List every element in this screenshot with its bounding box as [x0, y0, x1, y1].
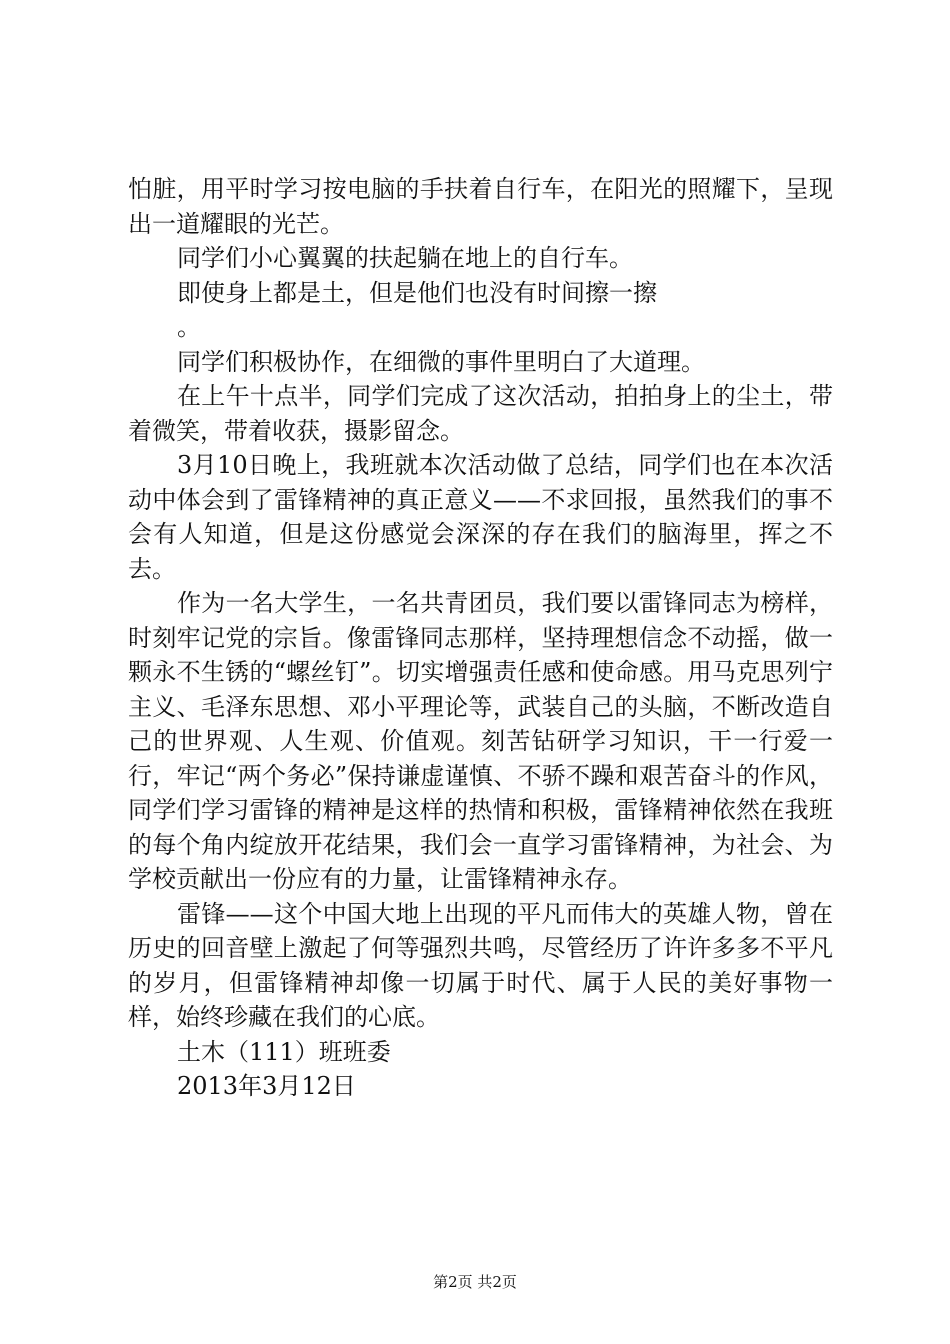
- paragraph: 。: [177, 313, 201, 341]
- page-number-footer: 第2页 共2页: [433, 1273, 517, 1291]
- signature-line: 土木（111）班班委: [177, 1037, 391, 1066]
- paragraph: 在上午十点半，同学们完成了这次活动，拍拍身上的尘土，带着微笑，带着收获，摄影留念。: [128, 382, 833, 445]
- date-line: 2013年3月12日: [177, 1072, 356, 1100]
- paragraph: 作为一名大学生，一名共青团员，我们要以雷锋同志为榜样，时刻牢记党的宗旨。像雷锋同志那样，坚持理想信念不动摇，做一颗永不生锈的“螺丝钉”。切实增强责任感和使命感。用马克思列宁主义、毛泽东思想、邓小平理论等，武装自己的头脑，不断改造自己的世界观、人生观、价值观。刻苦钻研学习知识，干一行爱一行，牢记“两个务必”保持谦虚谨慎、不骄不躁和艰苦奋斗的作风，同学们学习雷锋的精神是这样的热情和积极，雷锋精神依然在我班的每个角内绽放开花结果，我们会一直学习雷锋精神，为社会、为学校贡献出一份应有的力量，让雷锋精神永存。: [128, 589, 833, 893]
- paragraph: 同学们积极协作，在细微的事件里明白了大道理。: [177, 347, 705, 376]
- paragraph: 雷锋——这个中国大地上出现的平凡而伟大的英雄人物，曾在历史的回音壁上激起了何等强烈共鸣，尽管经历了许许多多不平凡的岁月，但雷锋精神却像一切属于时代、属于人民的美好事物一样，始终珍藏在我们的心底。: [128, 899, 833, 1031]
- paragraph-continuation: 怕脏，用平时学习按电脑的手扶着自行车，在阳光的照耀下，呈现出一道耀眼的光芒。: [128, 175, 833, 238]
- paragraph: 3月10日晚上，我班就本次活动做了总结，同学们也在本次活动中体会到了雷锋精神的真正意义——不求回报，虽然我们的事不会有人知道，但是这份感觉会深深的存在我们的脑海里，挥之不去。: [128, 451, 833, 583]
- paragraph: 同学们小心翼翼的扶起躺在地上的自行车。: [177, 244, 633, 272]
- paragraph: 即使身上都是土，但是他们也没有时间擦一擦: [177, 278, 657, 307]
- document-body: [128, 172, 833, 1104]
